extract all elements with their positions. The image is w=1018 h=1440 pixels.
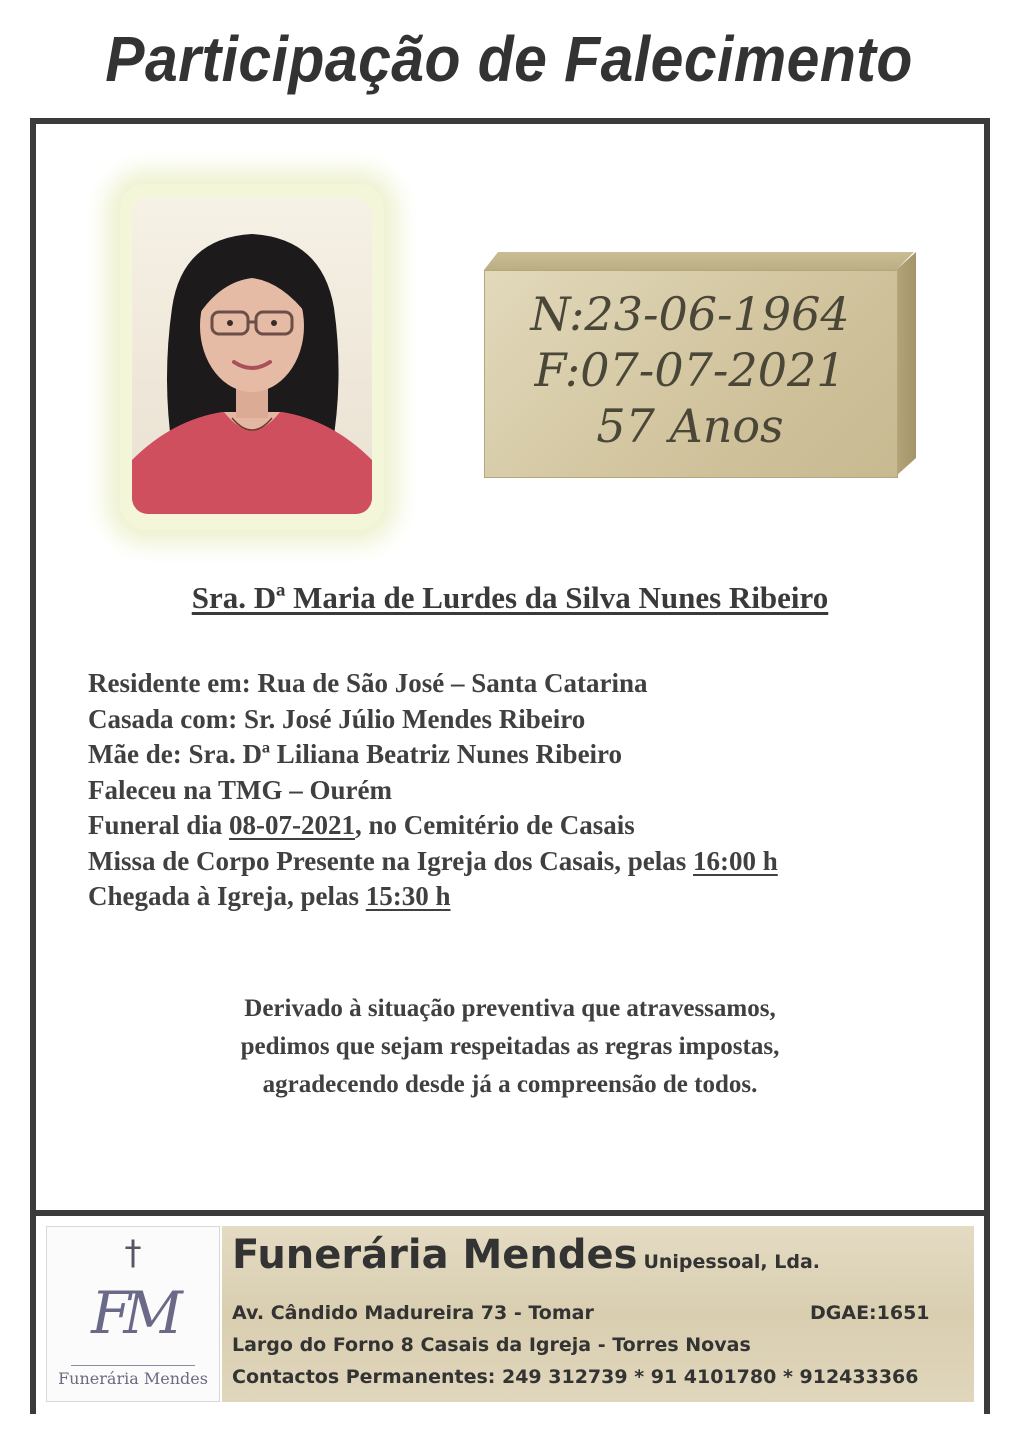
funeral-home-footer [36,1210,984,1414]
logo-monogram: FM [91,1279,175,1347]
logo-divider [71,1365,195,1366]
age: 57 Anos [596,399,784,453]
covid-notice [36,990,984,1104]
notice-line-2: pedimos que sejam respeitadas as regras impostas, [240,1033,780,1060]
page-title: Participação de Falecimento [105,23,913,95]
notice-line-1: Derivado à situação preventiva que atravessamos, [244,995,776,1022]
portrait-photo [132,198,372,514]
portrait-image [132,198,372,514]
dgae-number: DGAE:1651 [810,1302,930,1324]
plaque-top-edge [484,252,914,270]
funeral-suffix: , no Cemitério de Casais [355,810,635,840]
address-torres-novas: Largo do Forno 8 Casais da Igreja - Torres Novas [232,1334,751,1356]
married-line: Casada com: Sr. José Júlio Mendes Ribeiro [88,703,586,734]
company-info [222,1226,974,1402]
portrait-frame [120,184,384,530]
funeral-date: 08-07-2021 [229,810,355,840]
mass-prefix: Missa de Corpo Presente na Igreja dos Casais, pelas [88,845,693,876]
deceased-name: Sra. Dª Maria de Lurdes da Silva Nunes Ribeiro [191,580,829,615]
residence-line: Residente em: Rua de São José – Santa Catarina [88,668,648,698]
died-at-line: Faleceu na TMG – Ourém [88,774,392,805]
arrival-prefix: Chegada à Igreja, pelas [88,881,366,911]
arrival-time: 15:30 h [365,881,451,911]
address-tomar: Av. Cândido Madureira 73 - Tomar [232,1302,594,1324]
funeral-home-logo [46,1226,220,1402]
plaque-side-edge [896,252,916,476]
notice-line-3: agradecendo desde já a compreensão de todos. [262,1071,758,1098]
funeral-line [88,808,948,844]
birth-date: N:23-06-1964 [530,287,850,341]
arrival-line [88,879,948,915]
mass-line [88,844,948,880]
details-block [88,666,948,915]
mother-line: Mãe de: Sra. Dª Liliana Beatriz Nunes Ribeiro [88,739,623,769]
mass-time: 16:00 h [693,845,778,876]
contacts: Contactos Permanentes: 249 312739 * 91 4101780 * 912433366 [232,1366,919,1388]
company-name [232,1232,820,1278]
company-suffix: Unipessoal, Lda. [643,1251,821,1273]
plaque-text [484,286,896,454]
cross-icon: † [124,1233,142,1273]
funeral-prefix: Funeral dia [88,810,230,840]
dates-plaque [484,252,916,478]
notice-frame [30,118,990,1414]
company-name-main: Funerária Mendes [232,1232,638,1278]
logo-name: Funerária Mendes [58,1369,208,1388]
death-date: F:07-07-2021 [534,343,846,397]
